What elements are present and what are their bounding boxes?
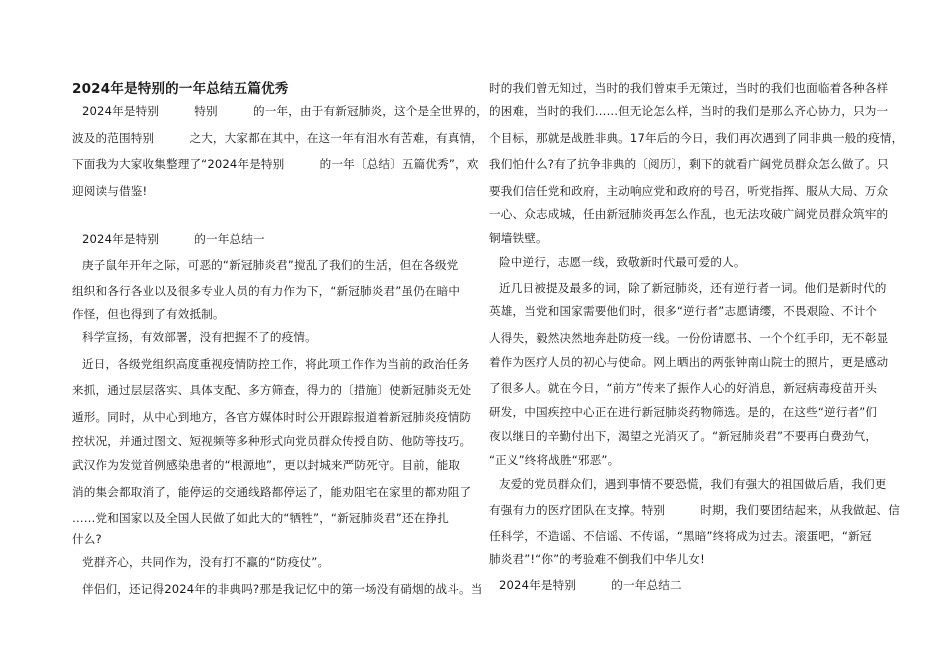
paragraph-line: 迎阅读与借鉴! bbox=[72, 184, 148, 198]
paragraph-line: 遁形。同时，从中心到地方，各官方媒体时时公开跟踪报道着新冠肺炎疫情防 bbox=[72, 410, 472, 424]
paragraph-line: 时的我们曾无知过，当时的我们曾束手无策过，当时的我们也面临着各种各样 bbox=[489, 81, 889, 95]
paragraph-line: 个目标，那就是战胜非典。17年后的今日，我们再次遇到了同非典一般的疫情， bbox=[489, 131, 904, 145]
paragraph-line: 近日，各级党组织高度重视疫情防控工作，将此项工作作为当前的政治任务 bbox=[82, 357, 470, 371]
paragraph-line: 作怪，但也得到了有效抵制。 bbox=[72, 307, 225, 321]
paragraph-line: 友爱的党员群众们，遇到事情不要恐慌，我们有强大的祖国做后盾，我们更 bbox=[499, 477, 887, 491]
paragraph-line: 研发，中国疾控中心正在进行新冠肺炎药物筛选。是的，在这些“逆行者”们 bbox=[489, 405, 878, 419]
paragraph-line: 伴侣们，还记得2024年的非典吗?那是我记忆中的第一场没有硝烟的战斗。当 bbox=[82, 582, 483, 596]
paragraph-line: 夜以继日的辛勤付出下，渴望之光消灭了。“新冠肺炎君”不要再白费劲气， bbox=[489, 429, 878, 443]
document-title: 2024年是特别的一年总结五篇优秀 bbox=[72, 81, 289, 97]
paragraph-line: “正义”终将战胜“邪恶”。 bbox=[489, 453, 620, 467]
paragraph-line: 科学宣扬，有效部署，没有把握不了的疫情。 bbox=[82, 330, 317, 344]
paragraph-line: 什么? bbox=[72, 532, 102, 546]
paragraph-line: 任科学，不造谣、不信谣、不传谣，“黑暗”终将成为过去。滚蛋吧，“新冠 bbox=[489, 529, 872, 543]
paragraph-line: 有强有力的医疗团队在支撑。特别 时期，我们要团结起来，从我做起、信 bbox=[489, 503, 901, 517]
paragraph-line: 了很多人。就在今日，“前方”传来了振作人心的好消息，新冠病毒疫苗开头 bbox=[489, 381, 878, 395]
paragraph-line: 党群齐心，共同作为，没有打不赢的“防疫仗”。 bbox=[82, 555, 330, 569]
paragraph-line: 2024年是特别 特别 的一年，由于有新冠肺炎，这个是全世界的， bbox=[82, 104, 488, 118]
paragraph-line: 武汉作为发觉首例感染患者的“根源地”，更以封城来严防死守。目前，能取 bbox=[72, 458, 461, 472]
paragraph-line: ……党和国家以及全国人民做了如此大的“牺牲”，“新冠肺炎君”还在挣扎 bbox=[72, 511, 449, 525]
paragraph-line: 我们怕什么?有了抗争非典的〔阅历〕，剩下的就看广阔党员群众怎么做了。只 bbox=[489, 157, 889, 171]
paragraph-line: 波及的范围特别 之大，大家都在其中，在这一年有泪水有苦难，有真情， bbox=[72, 131, 484, 145]
paragraph-line: 铜墙铁壁。 bbox=[489, 231, 548, 245]
paragraph-line: 近几日被提及最多的词，除了新冠肺炎，还有逆行者一词。他们是新时代的 bbox=[499, 281, 887, 295]
paragraph-line: 庚子鼠年开年之际，可恶的“新冠肺炎君”搅乱了我们的生活，但在各级党 bbox=[82, 258, 459, 272]
paragraph-line: 险中逆行，志愿一线，致敬新时代最可爱的人。 bbox=[499, 255, 746, 269]
section-heading: 2024年是特别 的一年总结二 bbox=[499, 578, 682, 592]
paragraph-line: 消的集会都取消了，能停运的交通线路都停运了，能劝阻宅在家里的都劝阻了 bbox=[72, 485, 472, 499]
paragraph-line: 着作为医疗人员的初心与使命。网上晒出的两张钟南山院士的照片，更是感动 bbox=[489, 355, 889, 369]
paragraph-line: 的困难，当时的我们……但无论怎么样，当时的我们是那么齐心协力，只为一 bbox=[489, 104, 889, 118]
paragraph-line: 人得失，毅然决然地奔赴防疫一线。一份份请愿书、一个个红手印，无不彰显 bbox=[489, 331, 889, 345]
paragraph-line: 下面我为大家收集整理了“2024年是特别 的一年〔总结〕五篇优秀”，欢 bbox=[72, 157, 479, 171]
paragraph-line: 来抓，通过层层落实、具体支配、多方筛查，得力的〔措施〕使新冠肺炎无处 bbox=[72, 383, 472, 397]
paragraph-line: 一心、众志成城，任由新冠肺炎再怎么作乱，也无法攻破广阔党员群众筑牢的 bbox=[489, 207, 889, 221]
paragraph-line: 要我们信任党和政府，主动响应党和政府的号召，听党指挥、服从大局、万众 bbox=[489, 184, 889, 198]
paragraph-line: 英雄，当党和国家需要他们时，很多“逆行者”志愿请缨，不畏艰险、不计个 bbox=[489, 304, 878, 318]
section-heading: 2024年是特别 的一年总结一 bbox=[82, 232, 265, 246]
paragraph-line: 控状况，并通过图文、短视频等多种形式向党员群众传授自防、他防等技巧。 bbox=[72, 434, 472, 448]
paragraph-line: 肺炎君”!“你”的考验难不倒我们中华儿女! bbox=[489, 552, 705, 566]
paragraph-line: 组织和各行各业以及很多专业人员的有力作为下，“新冠肺炎君”虽仍在暗中 bbox=[72, 284, 461, 298]
